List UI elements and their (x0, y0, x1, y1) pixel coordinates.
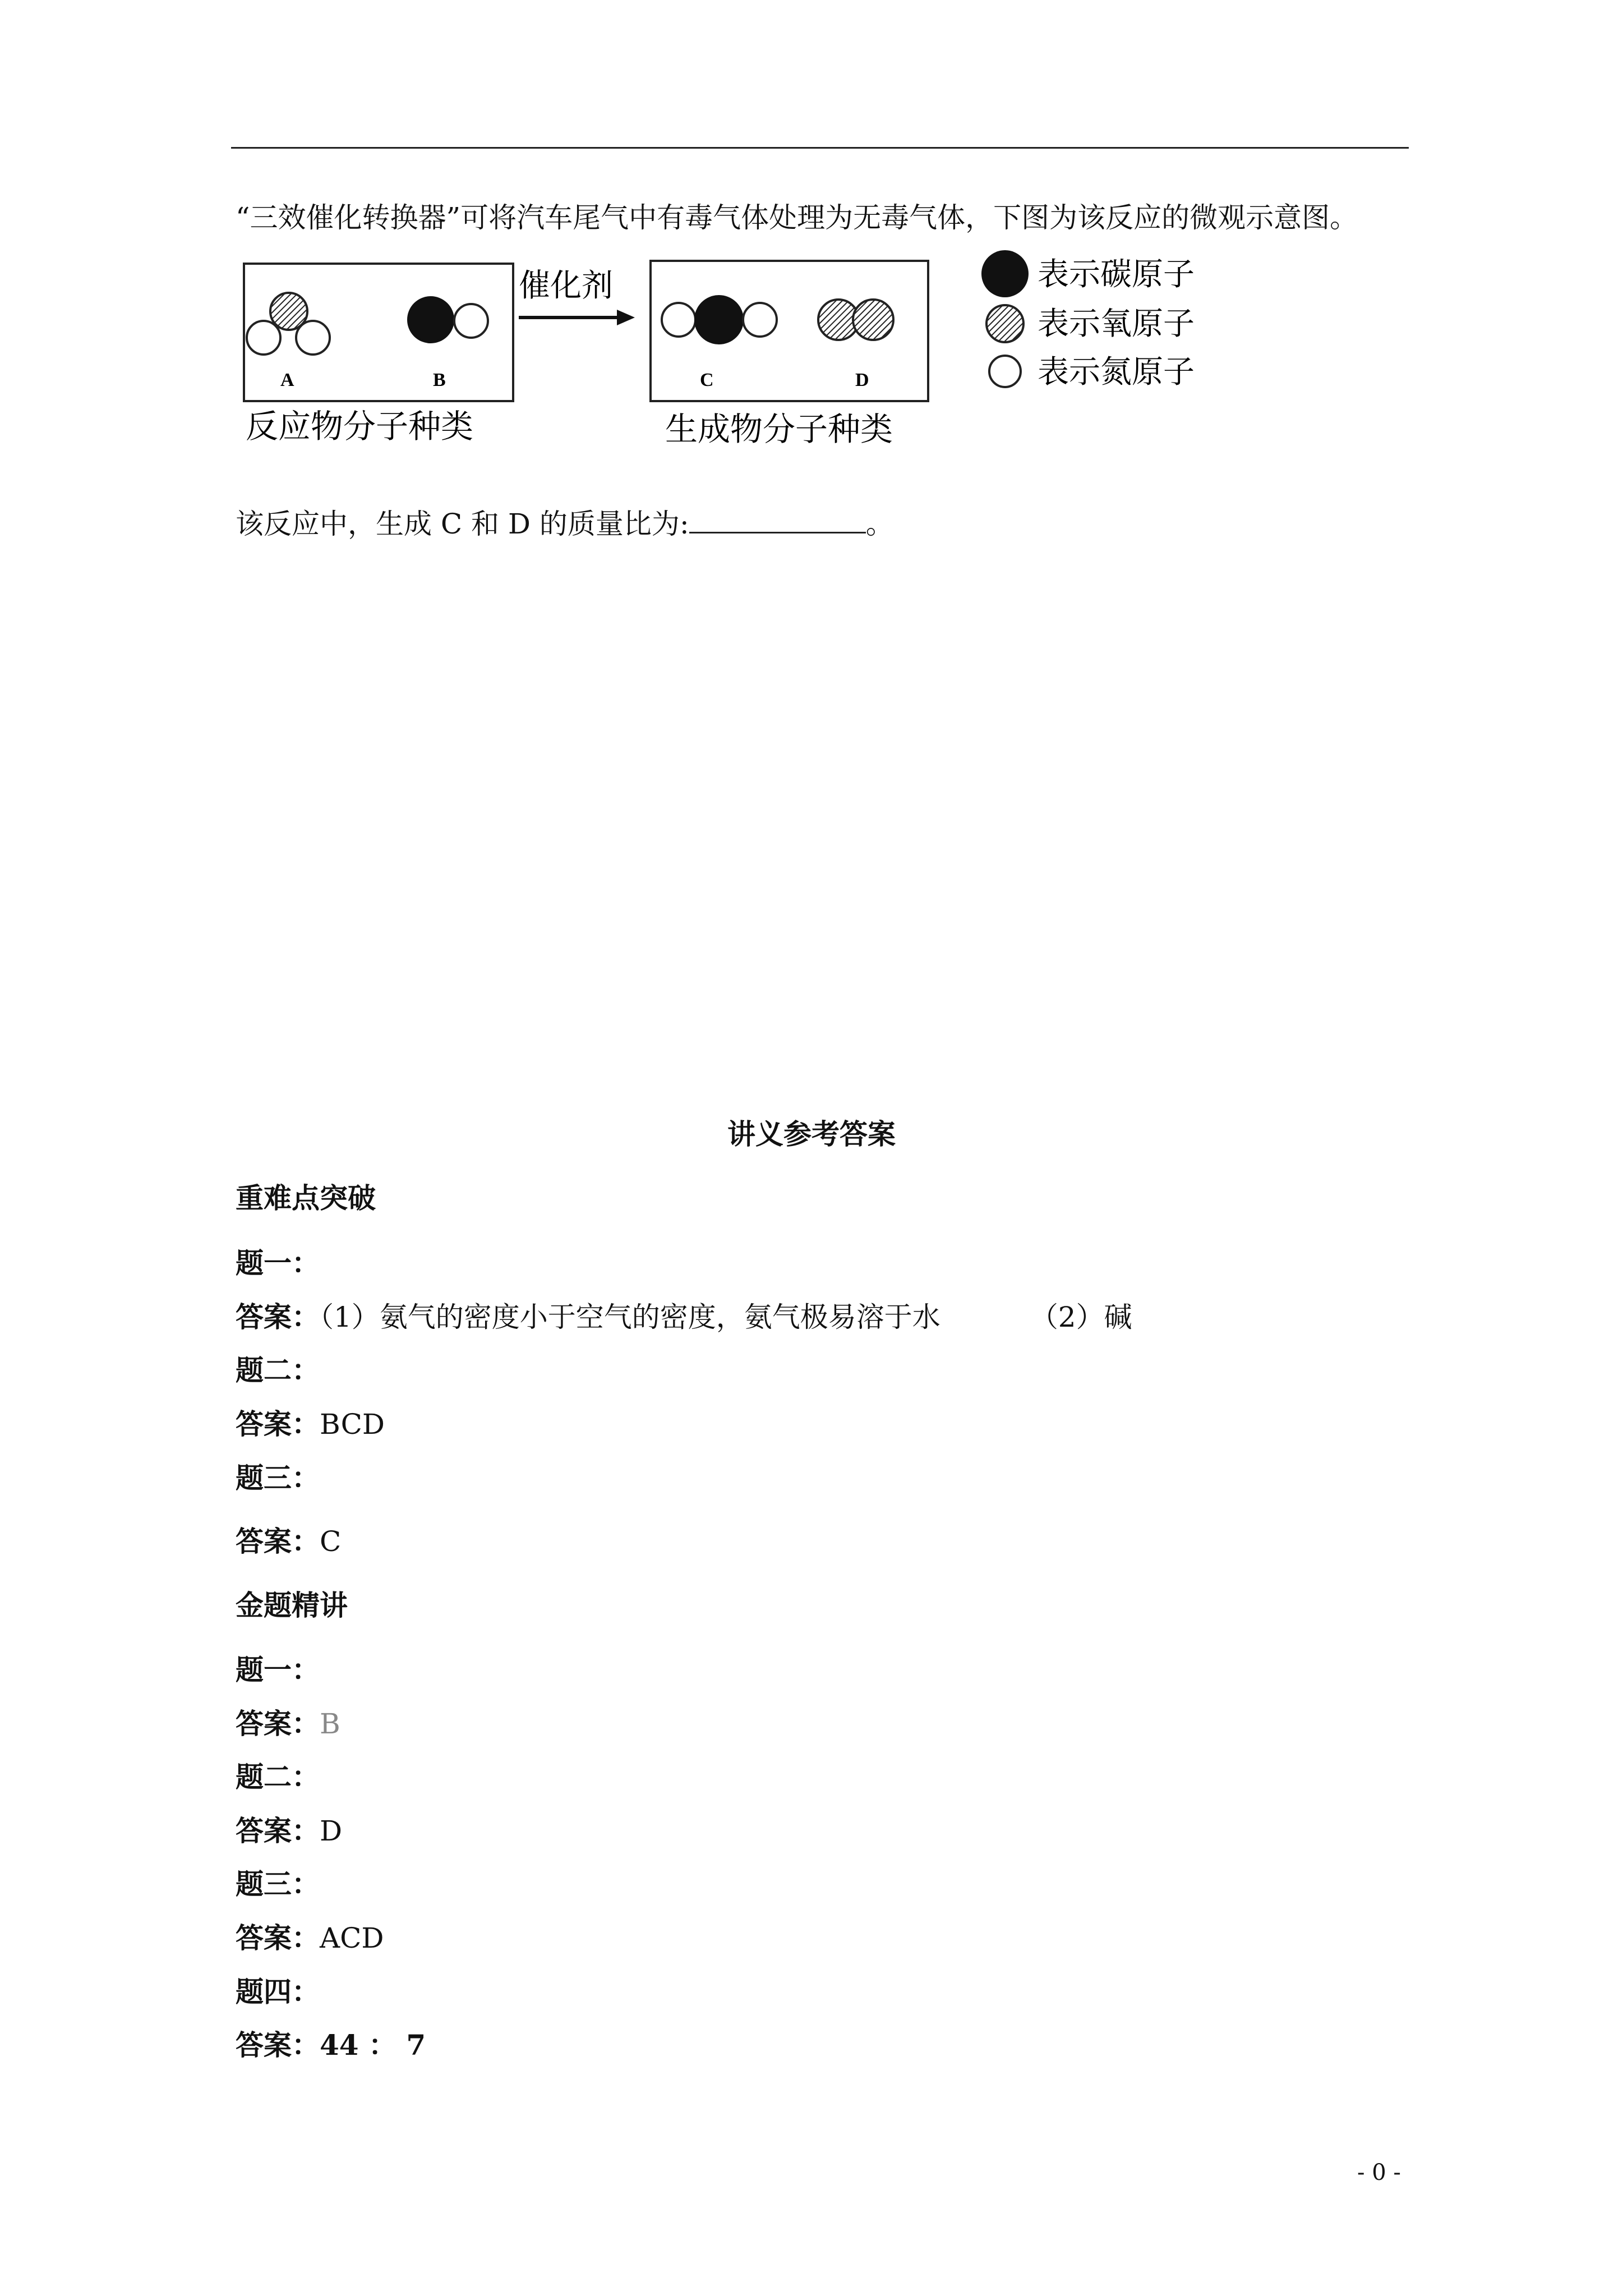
oxygen-atom (743, 303, 777, 337)
question-title: 题一： (236, 1653, 320, 1686)
label-a: A (280, 370, 294, 390)
answer-row (236, 1813, 342, 1849)
page-number: - 0 - (1357, 2160, 1401, 2185)
answer-row (236, 1406, 385, 1442)
answer-value: B (320, 1708, 340, 1740)
label-d: D (855, 370, 869, 390)
question-title: 题四： (236, 1975, 320, 2008)
answer-value: C (320, 1525, 342, 1558)
question-title: 题三： (236, 1867, 320, 1901)
answer-value: 44 ： 7 (320, 2028, 426, 2062)
answer-value-part2: （2）碱 (1030, 1301, 1132, 1333)
answer-label: 答案： (236, 1525, 320, 1558)
answer-row (236, 1920, 384, 1956)
answer-label: 答案： (236, 1407, 320, 1441)
question-text: 该反应中，生成 C 和 D 的质量比为: (236, 508, 689, 540)
question-title: 题二： (236, 1760, 320, 1793)
question-line (236, 506, 894, 542)
nitrogen-atom (247, 321, 280, 355)
section-heading: 金题精讲 (236, 1589, 348, 1622)
answer-label: 答案： (236, 2028, 320, 2062)
carbon-atom (408, 297, 453, 342)
nitrogen-atom (296, 321, 330, 355)
question-end: 。 (865, 508, 894, 540)
answer-value: ACD (320, 1922, 384, 1954)
answer-row (236, 2027, 426, 2063)
answers-title: 讲义参考答案 (727, 1117, 896, 1151)
intro-text: “三效催化转换器”可将汽车尾气中有毒气体处理为无毒气体，下图为该反应的微观示意图。 (236, 201, 1358, 234)
question-title: 题一： (236, 1246, 320, 1280)
answer-value: D (320, 1815, 343, 1847)
label-c: C (700, 370, 714, 390)
legend-oxygen-text: 表示氧原子 (1038, 306, 1195, 342)
answer-row (236, 1524, 341, 1559)
question-title: 题二： (236, 1354, 320, 1387)
legend-carbon-symbol (981, 250, 1029, 297)
arrow-label: 催化剂 (519, 268, 613, 304)
oxygen-white-atom (454, 304, 488, 338)
nitrogen-hatched-atom (853, 300, 893, 340)
legend-oxygen-symbol (986, 305, 1023, 342)
header-rule (231, 147, 1409, 149)
answer-blank (689, 507, 866, 533)
label-b: B (433, 370, 446, 390)
answer-value: BCD (320, 1408, 385, 1441)
legend-nitrogen-text: 表示氮原子 (1038, 354, 1195, 390)
legend-nitrogen-symbol (989, 356, 1021, 387)
answer-label: 答案： (236, 1814, 320, 1847)
arrow-head (617, 310, 635, 325)
answer-row (236, 1706, 340, 1742)
reaction-diagram (236, 247, 1256, 460)
question-title: 题三： (236, 1461, 320, 1494)
answer-label: 答案： (236, 1921, 320, 1954)
carbon-atom (695, 296, 743, 343)
answer-row (236, 1299, 1132, 1335)
reactants-caption: 反应物分子种类 (246, 407, 474, 445)
answer-label: 答案： (236, 1707, 320, 1740)
products-caption: 生成物分子种类 (665, 410, 893, 448)
section-heading: 重难点突破 (236, 1181, 376, 1214)
oxygen-atom (662, 303, 695, 337)
legend-carbon-text: 表示碳原子 (1038, 256, 1195, 293)
answer-label: 答案： (236, 1300, 320, 1333)
answer-value: （1）氨气的密度小于空气的密度，氨气极易溶于水 (320, 1301, 940, 1333)
